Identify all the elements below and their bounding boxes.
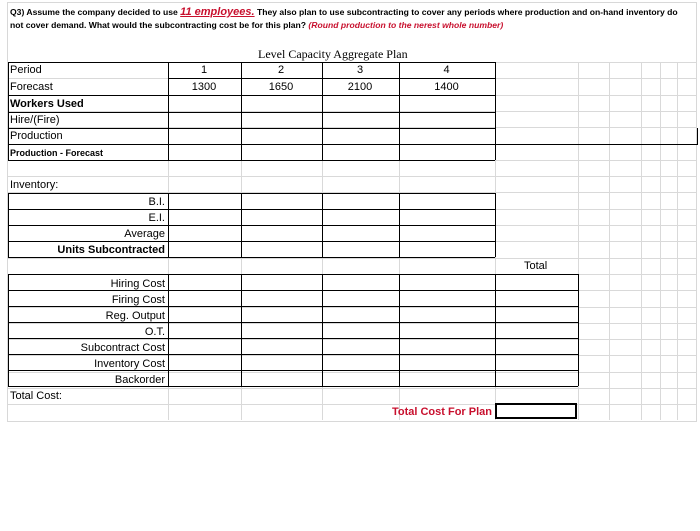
period-4-header: 4 (443, 64, 450, 76)
label-ei: E.I. (148, 212, 165, 224)
gridline-horizontal (8, 307, 696, 308)
label-units-subcontracted: Units Subcontracted (57, 244, 165, 256)
border-v (578, 274, 579, 386)
border-v (495, 274, 496, 386)
border-h (8, 322, 578, 323)
border-h (8, 62, 495, 63)
border-v (399, 193, 400, 257)
border-h (8, 241, 495, 242)
border-v (241, 274, 242, 386)
label-backorder: Backorder (114, 374, 165, 386)
border-h (8, 112, 495, 113)
table-title: Level Capacity Aggregate Plan (258, 47, 408, 61)
border-v (399, 274, 400, 386)
border-v (8, 193, 9, 257)
border-v (168, 193, 169, 257)
label-firing-cost: Firing Cost (111, 294, 165, 306)
border-h (8, 354, 578, 355)
border-h (8, 209, 495, 210)
border-v (241, 62, 242, 160)
label-bi: B.I. (148, 196, 165, 208)
border-v (8, 274, 9, 386)
border-h (8, 306, 578, 307)
border-h (8, 290, 578, 291)
label-production: Production (10, 130, 63, 142)
total-cost-for-plan-label: Total Cost For Plan (391, 406, 492, 418)
label-workers-used: Workers Used (10, 98, 84, 110)
total-cost-for-plan-input[interactable] (495, 403, 577, 419)
border-h (8, 160, 495, 161)
label-hiring-cost: Hiring Cost (110, 278, 165, 290)
label-ot: O.T. (144, 326, 165, 338)
period-3-header: 3 (356, 64, 364, 76)
gridline-horizontal (8, 404, 696, 405)
border-h (8, 370, 578, 371)
gridline-horizontal (8, 258, 696, 259)
gridline-horizontal (8, 176, 696, 177)
forecast-period-1: 1300 (191, 81, 217, 93)
border-h (8, 95, 495, 96)
label-total-cost: Total Cost: (10, 390, 62, 402)
border-h (8, 225, 495, 226)
forecast-period-3: 2100 (347, 81, 373, 93)
border-v (322, 193, 323, 257)
label-average: Average (124, 228, 165, 240)
border-h (8, 193, 495, 194)
border-v (8, 62, 9, 160)
border-v (241, 193, 242, 257)
label-subcontract-cost: Subcontract Cost (80, 342, 165, 354)
border-v (322, 274, 323, 386)
border-v (697, 128, 698, 144)
border-v (168, 274, 169, 386)
label-production-forecast: Production - Forecast (10, 148, 104, 158)
border-v (495, 62, 496, 160)
border-v (322, 62, 323, 160)
rounding-note: (Round production to the nerest whole number) (308, 20, 504, 30)
employees-highlight: 11 employees. (180, 6, 255, 18)
border-h (8, 386, 578, 387)
gridline-horizontal (8, 388, 696, 389)
label-period: Period (10, 64, 42, 76)
border-h (8, 128, 495, 129)
border-h (8, 144, 698, 145)
border-v (495, 193, 496, 257)
period-2-header: 2 (277, 64, 285, 76)
border-v (168, 62, 169, 160)
border-h (8, 338, 578, 339)
gridline-horizontal (8, 339, 696, 340)
forecast-period-2: 1650 (268, 81, 294, 93)
label-inventory-cost: Inventory Cost (94, 358, 165, 370)
label-forecast: Forecast (10, 81, 53, 93)
border-h (168, 78, 495, 79)
question-body: They also plan to use subcontracting to cover any periods where production and on-hand inventory do not cover demand. What would the subcontracting cost be for this plan? (10, 7, 678, 30)
border-h (8, 257, 495, 258)
question-prefix: Q3) Assume the company decided to use (10, 7, 178, 17)
border-h (8, 274, 578, 275)
gridline-horizontal (8, 323, 696, 324)
period-1-header: 1 (200, 64, 208, 76)
total-column-header: Total (524, 260, 548, 272)
forecast-period-4: 1400 (434, 81, 459, 93)
label-reg-output: Reg. Output (105, 310, 165, 322)
label-inventory: Inventory: (10, 179, 59, 191)
border-v (399, 62, 400, 160)
label-hire-fire: Hire/(Fire) (10, 114, 60, 126)
question-text (10, 6, 680, 32)
gridline-horizontal (8, 355, 696, 356)
